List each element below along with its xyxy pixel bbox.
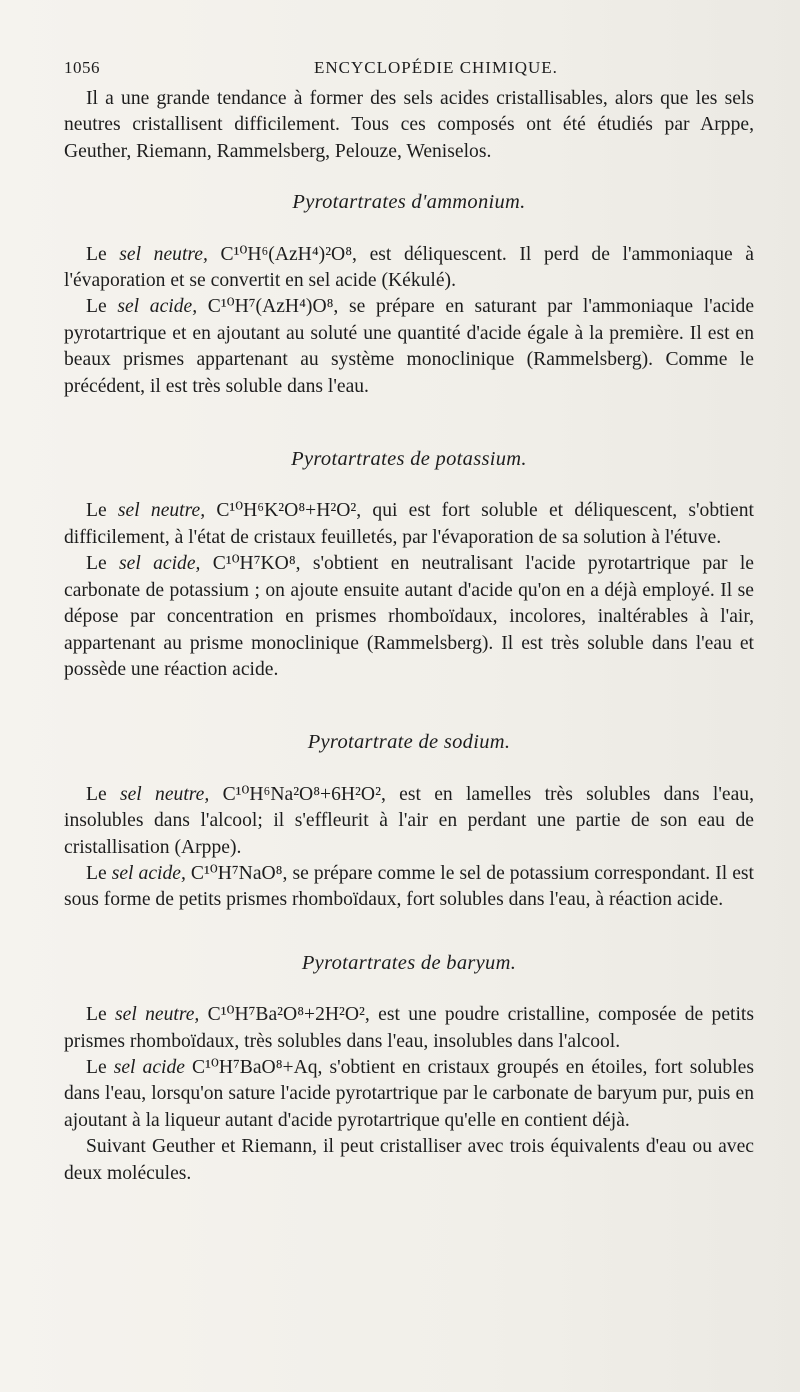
chemical-formula: C¹⁰H⁶K²O⁸+H²O², xyxy=(216,500,362,522)
paragraph-text: se prépare en saturant par l'ammoniaque l'acide pyrotartrique et en ajoutant au soluté une quantité d'acide égale à la première. Il est en beaux prismes appartenant au système monoclinique (Rammelsberg). Comme le précédent, il est très soluble dans l'eau. xyxy=(64,296,755,397)
chemical-formula: C¹⁰H⁷NaO⁸, xyxy=(190,862,288,884)
paragraph-text: s'obtient en cristaux groupés en étoiles, fort solubles dans l'eau, lorsqu'on sature l'acide pyrotartrique par le carbonate de baryum pur, puis en ajoutant à la liqueur autant d'acide pyrotartrique qu'elle en contient déjà. xyxy=(64,1056,754,1131)
chemical-formula: C¹⁰H⁷KO⁸, xyxy=(212,553,301,575)
paragraph-text: est déliquescent. Il perd de l'ammoniaque à l'évaporation et se convertit en sel acide (Kékulé). xyxy=(64,243,754,292)
lead-word: Le xyxy=(86,783,107,805)
paragraph-sodium-acid xyxy=(64,861,754,914)
lead-word: Le xyxy=(86,862,107,884)
lead-word: Le xyxy=(86,296,107,318)
intro-paragraph: Il a une grande tendance à former des sels acides cristallisables, alors que les sels neutres cristallisent difficilement. Tous ces composés ont été étudiés par Arppe, Geuther, Riemann, Rammelsberg, Pelouze, Weniselos. xyxy=(64,88,754,162)
chemical-formula: C¹⁰H⁷BaO⁸+Aq, xyxy=(192,1056,323,1078)
paragraph-text: s'obtient en neutralisant l'acide pyrotartrique par le carbonate de potassium ; on ajoute ensuite autant d'acide qu'on en a déjà employé. Il se dépose par concentration en prismes rhomboïdaux, incolores, inaltérables à l'air, appartenant au prisme monoclinique (Rammelsberg). Il est très soluble dans l'eau et possède une réaction acide. xyxy=(64,553,755,680)
lead-word: Le xyxy=(86,243,107,265)
chemical-formula: C¹⁰H⁷(AzH⁴)O⁸, xyxy=(207,296,339,318)
lead-word: Le xyxy=(86,1004,107,1026)
paragraph-potassium-neutral xyxy=(64,498,754,551)
paragraph-potassium-acid xyxy=(64,551,754,683)
paragraph-text: se prépare comme le sel de potassium correspondant. Il est sous forme de petits prismes rhomboïdaux, fort solubles dans l'eau, à réaction acide. xyxy=(64,862,755,911)
paragraph-sodium-neutral xyxy=(64,782,754,861)
chemical-formula: C¹⁰H⁶Na²O⁸+6H²O², xyxy=(222,783,386,805)
salt-label: sel acide, xyxy=(117,296,198,318)
salt-label: sel neutre, xyxy=(115,1004,200,1026)
lead-word: Le xyxy=(86,500,107,522)
paragraph-ammonium-acid xyxy=(64,294,754,400)
paragraph-ammonium-neutral xyxy=(64,242,754,295)
paragraph-text: qui est fort soluble et déliquescent, s'obtient difficilement, à l'état de cristaux feuilletés, par l'évaporation de sa solution à l'étuve. xyxy=(64,500,754,548)
paragraph-text: est une poudre cristalline, composée de petits prismes rhomboïdaux, très solubles dans l'eau, insolubles dans l'alcool. xyxy=(64,1004,754,1052)
heading-baryum: Pyrotartrates de baryum. xyxy=(301,951,517,974)
paragraph-baryum-note: Suivant Geuther et Riemann, il peut cristalliser avec trois équivalents d'eau ou avec deux molécules. xyxy=(64,1136,754,1184)
lead-word: Le xyxy=(86,553,107,575)
running-header xyxy=(64,58,740,88)
salt-label: sel neutre, xyxy=(119,783,210,805)
running-title: ENCYCLOPÉDIE CHIMIQUE. xyxy=(314,58,558,77)
salt-label: sel acide, xyxy=(111,862,186,884)
paragraph-baryum-acid xyxy=(64,1055,754,1134)
page-number: 1056 xyxy=(64,58,100,77)
chemical-formula: C¹⁰H⁷Ba²O⁸+2H²O², xyxy=(207,1004,370,1026)
paragraph-baryum-neutral xyxy=(64,1002,754,1055)
paragraph-text: est en lamelles très solubles dans l'eau, insolubles dans l'alcool; il s'effleurit à l'air en perdant une partie de son eau de cristallisation (Arppe). xyxy=(64,783,754,858)
lead-word: Le xyxy=(86,1056,107,1078)
chemical-formula: C¹⁰H⁶(AzH⁴)²O⁸, xyxy=(220,243,357,265)
salt-label: sel neutre, xyxy=(117,500,206,522)
salt-label: sel neutre, xyxy=(119,243,208,265)
heading-sodium: Pyrotartrate de sodium. xyxy=(307,731,511,754)
salt-label: sel acide xyxy=(113,1056,185,1078)
heading-potassium: Pyrotartrates de potassium. xyxy=(291,448,527,471)
heading-ammonium: Pyrotartrates d'ammonium. xyxy=(292,191,526,214)
salt-label: sel acide, xyxy=(119,553,201,575)
page-body xyxy=(64,86,754,1187)
